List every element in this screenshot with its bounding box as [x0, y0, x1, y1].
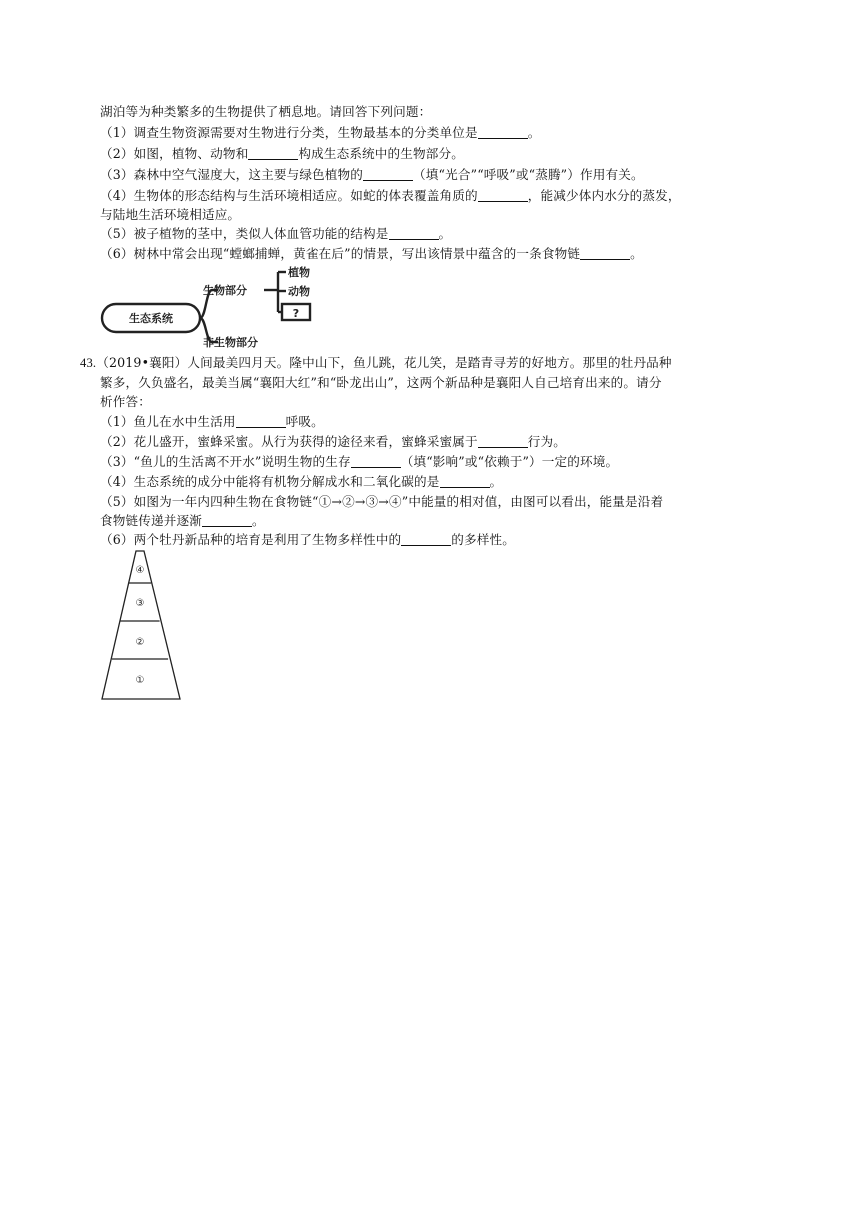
q43-part-3: （3）“鱼儿的生活离不开水”说明生物的生存 （填“影响”或“依赖于”）一定的环境。 — [100, 454, 619, 469]
svg-text:③: ③ — [135, 598, 145, 609]
svg-text:④: ④ — [135, 565, 145, 576]
abiotic-part-label: 非生物部分 — [203, 336, 258, 349]
answer-blank[interactable] — [363, 168, 413, 181]
question-number: 43. — [80, 356, 97, 370]
question-mark: ? — [292, 307, 300, 320]
answer-blank[interactable] — [440, 475, 490, 488]
answer-blank[interactable] — [401, 533, 451, 546]
answer-blank[interactable] — [478, 189, 528, 202]
ecosystem-label: 生态系统 — [129, 312, 173, 325]
q42-part-1: （1）调查生物资源需要对生物进行分类，生物最基本的分类单位是 。 — [100, 125, 541, 140]
q43-part-6: （6）两个牡丹新品种的培育是利用了生物多样性中的 的多样性。 — [100, 532, 515, 547]
q43-intro-line-3: 析作答： — [100, 394, 151, 409]
answer-blank[interactable] — [580, 247, 630, 260]
q43-part-4: （4）生态系统的成分中能将有机物分解成水和二氧化碳的是 。 — [100, 474, 503, 489]
answer-blank[interactable] — [351, 455, 401, 468]
q42-part-5: （5）被子植物的茎中，类似人体血管功能的结构是 。 — [100, 226, 452, 241]
q43-intro-line-1: 43.（2019•襄阳）人间最美四月天。隆中山下，鱼儿跳，花儿笑，是踏青寻芳的好地方。那里的牡丹品种 — [80, 355, 672, 370]
q43-part-2: （2）花儿盛开，蜜蜂采蜜。从行为获得的途径来看，蜜蜂采蜜属于 行为。 — [100, 434, 566, 449]
q43-part-5-cont: 食物链传递并逐渐 。 — [100, 513, 265, 528]
q42-part-3: （3）森林中空气湿度大，这主要与绿色植物的 （填“光合”“呼吸”或“蒸腾”）作用有关。 — [100, 167, 644, 182]
q42-part-2: （2）如图，植物、动物和 构成生态系统中的生物部分。 — [100, 146, 465, 161]
pyramid-level-3 — [136, 598, 145, 609]
answer-blank[interactable] — [478, 126, 528, 139]
ecosystem-diagram — [100, 262, 320, 352]
answer-blank[interactable] — [202, 514, 252, 527]
answer-blank[interactable] — [236, 415, 286, 428]
q42-part-6: （6）树林中常会出现“螳螂捕蝉，黄雀在后”的情景，写出该情景中蕴含的一条食物链 。 — [100, 246, 643, 261]
q42-intro-tail: 湖泊等为种类繁多的生物提供了栖息地。请回答下列问题： — [100, 104, 432, 119]
animal-label: 动物 — [288, 285, 310, 298]
q42-part-4-cont: 与陆地生活环境相适应。 — [100, 207, 241, 222]
q43-intro-line-2: 繁多，久负盛名，最美当属“襄阳大红”和“卧龙出山”，这两个新品种是襄阳人自己培育出来的。请分 — [100, 375, 662, 390]
svg-text:②: ② — [135, 637, 145, 648]
answer-blank[interactable] — [389, 227, 439, 240]
energy-pyramid — [100, 549, 184, 701]
answer-blank[interactable] — [248, 147, 298, 160]
pyramid-level-1 — [136, 675, 145, 686]
svg-text:①: ① — [135, 675, 145, 686]
pyramid-level-4 — [136, 565, 145, 576]
q42-part-4: （4）生物体的形态结构与生活环境相适应。如蛇的体表覆盖角质的 ，能减少体内水分的蒸发， — [100, 188, 681, 203]
plant-label: 植物 — [288, 266, 310, 279]
biotic-part-label: 生物部分 — [203, 284, 247, 297]
pyramid-level-2 — [136, 637, 145, 648]
q43-part-5: （5）如图为一年内四种生物在食物链“①→②→③→④”中能量的相对值，由图可以看出，能量是沿着 — [100, 494, 664, 509]
q43-part-1: （1）鱼儿在水中生活用 呼吸。 — [100, 414, 324, 429]
answer-blank[interactable] — [478, 435, 528, 448]
